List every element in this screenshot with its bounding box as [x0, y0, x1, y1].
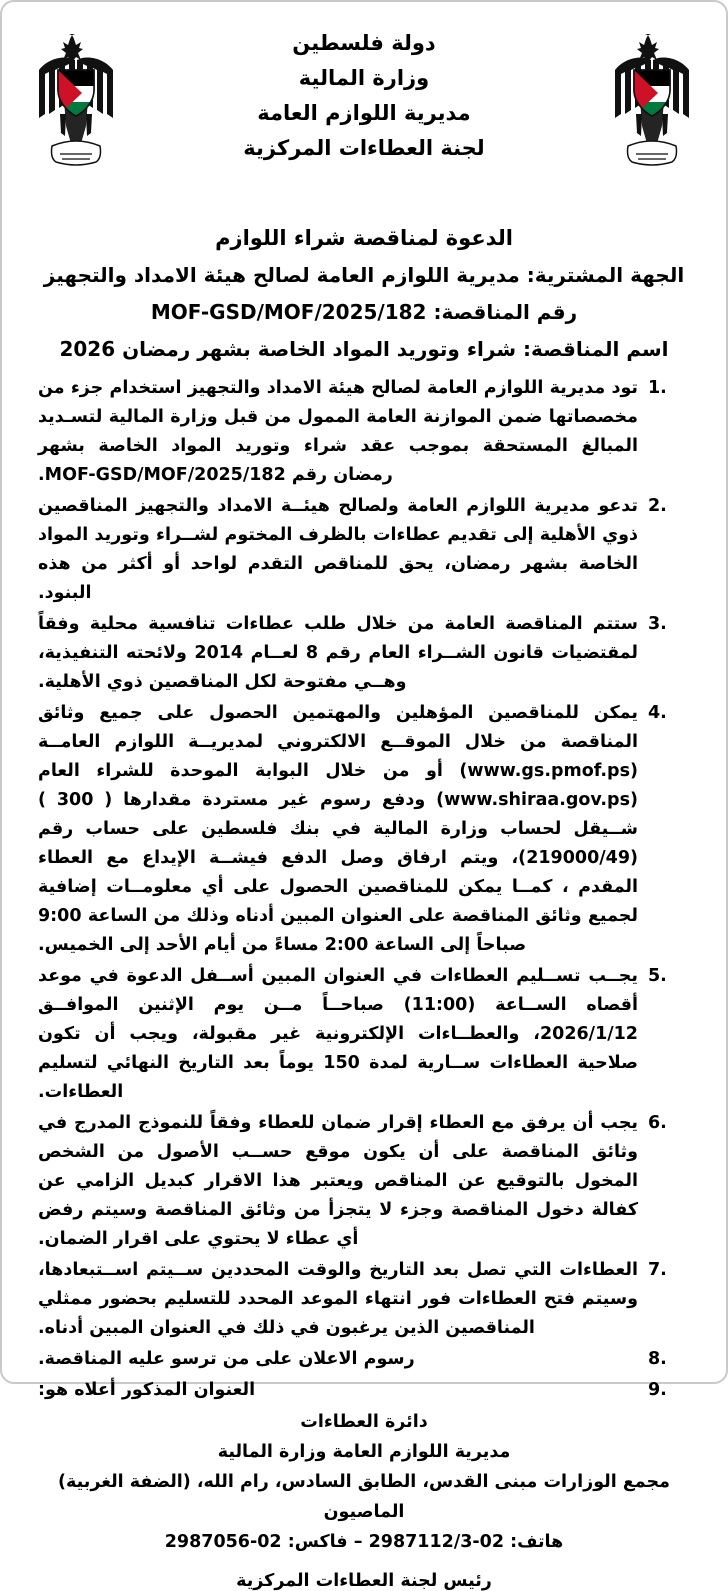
- clause-text: يجــب تســليم العطاءات في العنوان المبين أســفل الدعوة في موعد أقصاه الســاعة (11:00) صباحــاً مــن يوم الإثنين الموافــق 2026/1/12، والعطــاءات الإلكترونية غير مقبولة، ويجب أن تكون صلاحية العطاءات ســارية لمدة 150 يوماً بعد التاريخ النهائي لتسليم العطاءات.: [38, 966, 638, 1102]
- clause-text: تود مديرية اللوازم العامة لصالح هيئة الامداد والتجهيز استخدام جزء من مخصصاتها ضمن الموازنة العامة الممول من قبل وزارة المالية لتسـديد المبالغ المستحقة بموجب عقد شراء وتوريد المواد الخاصة بشهر رمضان رقم MOF-GSD/MOF/2025/182.: [38, 378, 638, 485]
- clause-number: 9.: [648, 1380, 667, 1400]
- tender-number-line: [8, 294, 720, 331]
- clause-number: 2.: [648, 496, 667, 516]
- clause-list: [38, 374, 690, 1405]
- clause-text: رسوم الاعلان على من ترسو عليه المناقصة.: [38, 1349, 415, 1369]
- org-line-committee: لجنة العطاءات المركزية: [243, 136, 485, 160]
- clause-item: [38, 492, 690, 608]
- clause-item: [38, 1376, 690, 1405]
- buyer-line: الجهة المشترية: مديرية اللوازم العامة لصالح هيئة الامداد والتجهيز: [43, 263, 685, 287]
- address-line-phone-fax: هاتف: 02-2987112/3 – فاكس: 02-2987056: [164, 1532, 564, 1552]
- clause-number: 7.: [648, 1260, 667, 1280]
- org-line-state: دولة فلسطين: [292, 31, 436, 55]
- tender-name-line: اسم المناقصة: شراء وتوريد المواد الخاصة بشهر رمضان 2026: [59, 337, 669, 361]
- clause-number: 8.: [648, 1349, 667, 1369]
- clause-number: 5.: [648, 966, 667, 986]
- org-line-ministry: وزارة المالية: [298, 66, 430, 90]
- clause-item: [38, 1256, 690, 1343]
- clause-text: تدعو مديرية اللوازم العامة ولصالح هيئــة الامداد والتجهيز المناقصين ذوي الأهلية إلى تقديم عطاءات بالظرف المختوم لشــراء وتوريد المواد الخاصة بشهر رمضان، يحق للمناقص التقدم لواحد أو أكثر من هذه البنود.: [38, 496, 638, 603]
- clause-number: 1.: [648, 378, 667, 398]
- clause-text: العنوان المذكور أعلاه هو:: [38, 1380, 256, 1400]
- clause-text: ستتم المناقصة العامة من خلال طلب عطاءات تنافسية محلية وفقاً لمقتضيات قانون الشــراء العام رقم 8 لعــام 2014 ولائحته التنفيذية، وهــي مفتوحة لكل المناقصين ذوي الأهلية.: [38, 614, 638, 692]
- clause-item: [38, 962, 690, 1107]
- org-line-directorate: مديرية اللوازم العامة: [257, 101, 471, 125]
- clause-text: يمكن للمناقصين المؤهلين والمهتمين الحصول على جميع وثائق المناقصة من خلال الموقــع الالكتروني لمديريــة اللوازم العامــة (www.gs.pmof.ps) أو من خلال البوابة الموحدة للشراء العام (www.shiraa.gov.ps) ودفع رسوم غير مستردة مقدارها ( 300 ) شــيقل لحساب وزارة المالية في بنك فلسطين على حساب رقم (219000/49)، ويتم ارفاق وصل الدفع فيشــة الإيداع مع العطاء المقدم ، كمــا يمكن للمناقصين الحصول على أي معلومــات إضافية لجميع وثائق المناقصة على العنوان المبين أدناه وذلك من الساعة 9:00 صباحاً إلى الساعة 2:00 مساءً من أيام الأحد إلى الخميس.: [38, 703, 638, 955]
- clause-text: يجب أن يرفق مع العطاء إقرار ضمان للعطاء وفقاً للنموذج المدرج في وثائق المناقصة على أن يكون موقع حســب الأصول من الشخص المخول بالتوقيع عن المناقص ويعتبر هذا الاقرار كبديل الزامي عن كفالة دخول المناقصة وجزء لا يتجزأ من وثائق المناقصة وسيتم رفض أي عطاء لا يحتوي على اقرار الضمان.: [38, 1113, 638, 1249]
- clause-item: [38, 1345, 690, 1374]
- clause-number: 3.: [648, 614, 667, 634]
- address-line-directorate: مديرية اللوازم العامة وزارة المالية: [217, 1442, 511, 1462]
- invitation-title: الدعوة لمناقصة شراء اللوازم: [215, 226, 513, 250]
- tender-number-value: MOF-GSD/MOF/2025/182: [150, 300, 427, 324]
- tender-title-block: [8, 220, 720, 368]
- clause-text: العطاءات التي تصل بعد التاريخ والوقت المحددين ســيتم اســتبعادها، وسيتم فتح العطاءات فور انتهاء الموعد المحدد للتسليم بحضور ممثلي المناقصين الذين يرغبون في ذلك في العنوان المبين أدناه.: [38, 1260, 638, 1338]
- clause-number: 6.: [648, 1113, 667, 1133]
- clause-item: [38, 699, 690, 960]
- address-line-department: دائرة العطاءات: [300, 1412, 428, 1432]
- contact-address: [38, 1407, 690, 1557]
- clause-item: [38, 1109, 690, 1254]
- document-header: [8, 12, 720, 224]
- clause-number: 4.: [648, 703, 667, 723]
- clause-item: [38, 374, 690, 490]
- tender-number-label: رقم المناقصة:: [433, 300, 578, 324]
- palestine-coat-of-arms-icon-left: [30, 28, 122, 178]
- signature-line: رئيس لجنة العطاءات المركزية: [236, 1571, 492, 1591]
- clause-item: [38, 610, 690, 697]
- address-line-street: مجمع الوزارات مبنى القدس، الطابق السادس، رام الله، (الضفة الغربية) الماصيون: [58, 1472, 670, 1522]
- palestine-coat-of-arms-icon-right: [606, 28, 698, 178]
